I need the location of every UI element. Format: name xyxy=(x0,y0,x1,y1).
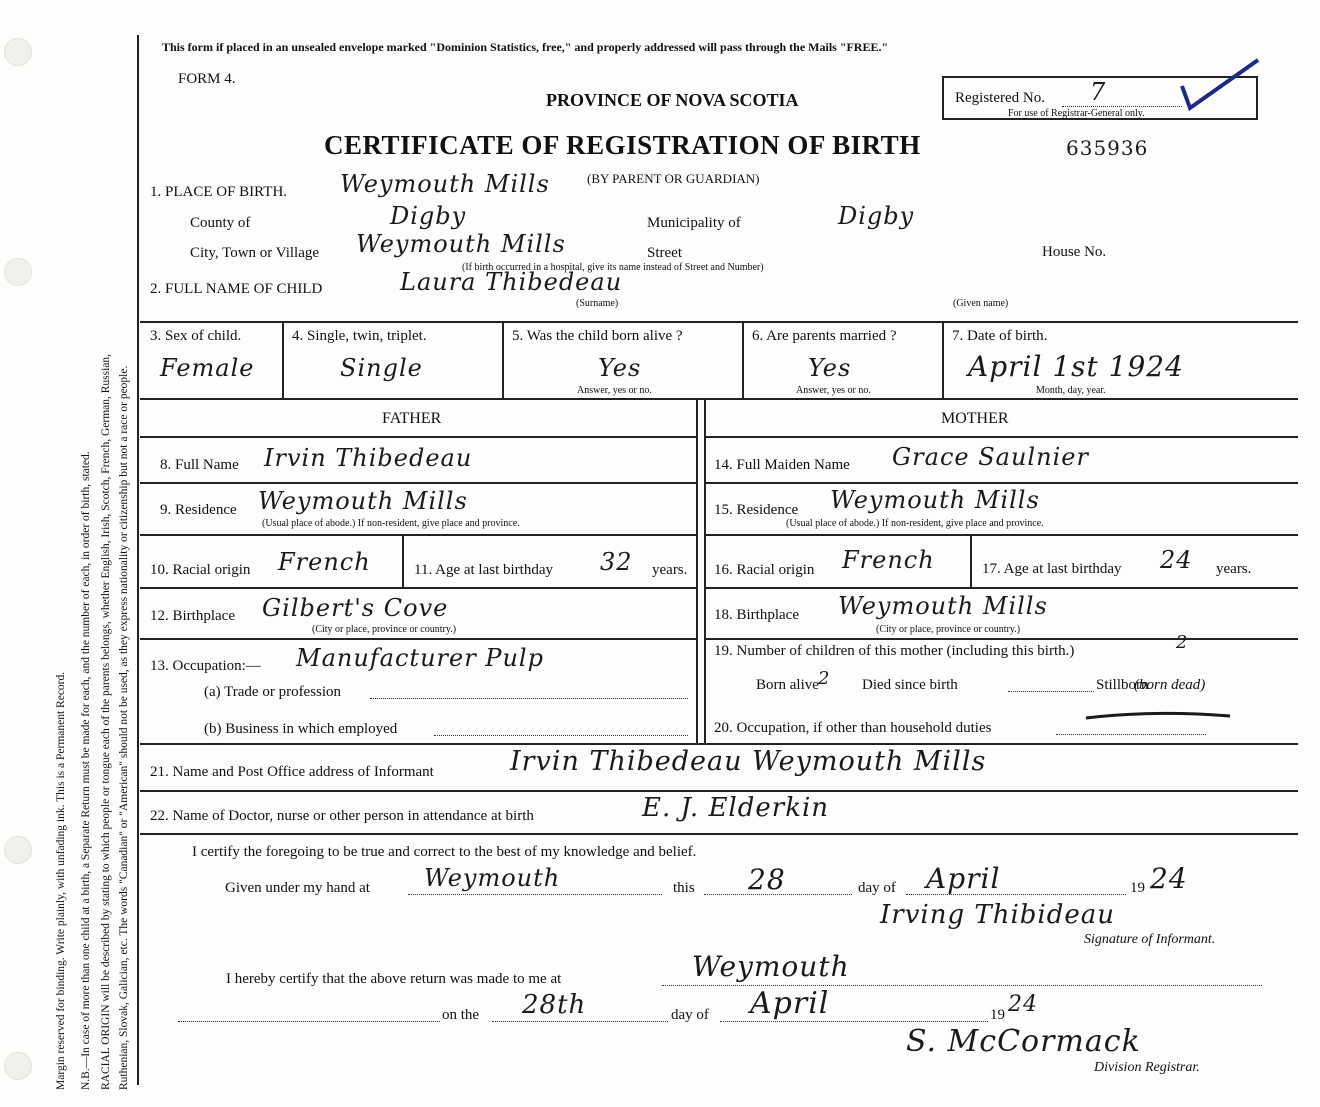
mother-heading: MOTHER xyxy=(941,410,1009,427)
father-residence-label: 9. Residence xyxy=(160,502,237,518)
mother-birthplace-label: 18. Birthplace xyxy=(714,607,799,623)
margin-racial-note-1: RACIAL ORIGIN will be described by stating to which people or tongue each of the parents belongs, whether English, Irish, Scotch, French, German, Russian, xyxy=(100,353,112,1090)
child-name-label: 2. FULL NAME OF CHILD xyxy=(150,281,323,297)
date-of-birth-note: Month, day, year. xyxy=(1036,385,1106,396)
given-place-value: Weymouth xyxy=(424,864,561,892)
subtitle: (BY PARENT OR GUARDIAN) xyxy=(587,171,760,186)
informant-value: Irvin Thibedeau Weymouth Mills xyxy=(510,746,987,777)
registrar-day-of-label: day of xyxy=(671,1007,709,1023)
father-birthplace-note: (City or place, province or country.) xyxy=(312,624,457,635)
plurality-label: 4. Single, twin, triplet. xyxy=(292,328,427,344)
informant-label: 21. Name and Post Office address of Informant xyxy=(150,764,434,780)
father-business-label: (b) Business in which employed xyxy=(204,721,398,737)
doctor-label: 22. Name of Doctor, nurse or other person in attendance at birth xyxy=(150,808,534,824)
place-of-birth-label: 1. PLACE OF BIRTH. xyxy=(150,184,288,200)
margin-binding-note: Margin reserved for binding. Write plainly, with unfading ink. This is a Permanent Record. xyxy=(55,671,67,1090)
mother-children-label: 19. Number of children of this mother (including this birth.) xyxy=(714,643,1075,659)
registrar-month-value: April xyxy=(750,986,830,1021)
given-day-value: 28 xyxy=(748,863,786,896)
mother-children-value: 2 xyxy=(1176,632,1189,653)
sex-label: 3. Sex of child. xyxy=(150,328,242,344)
form-number: FORM 4. xyxy=(178,71,236,87)
binding-hole xyxy=(4,1052,32,1080)
house-label: House No. xyxy=(1042,244,1107,260)
registrar-place-value: Weymouth xyxy=(692,950,850,983)
certify-statement: I certify the foregoing to be true and correct to the best of my knowledge and belief. xyxy=(192,844,697,860)
mother-age-label: 17. Age at last birthday xyxy=(982,561,1122,577)
registrar-caption: Division Registrar. xyxy=(1094,1060,1200,1075)
binding-hole xyxy=(4,258,32,286)
street-label: Street xyxy=(647,245,682,261)
municipality-label: Municipality of xyxy=(647,215,741,231)
stillborn-note: (born dead) xyxy=(1134,677,1206,693)
given-month-value: April xyxy=(926,862,1001,895)
mother-age-value: 24 xyxy=(1160,546,1193,574)
given-under-label: Given under my hand at xyxy=(225,880,370,896)
mail-notice: This form if placed in an unsealed envelope marked "Dominion Statistics, free," and properly addressed will pass through the Mails "FREE." xyxy=(162,40,889,54)
child-name-value: Laura Thibedeau xyxy=(400,268,623,296)
place-of-birth-value: Weymouth Mills xyxy=(340,170,550,198)
sex-value: Female xyxy=(160,354,255,382)
date-of-birth-label: 7. Date of birth. xyxy=(952,328,1048,344)
certificate-title: CERTIFICATE OF REGISTRATION OF BIRTH xyxy=(324,130,921,160)
margin-rule xyxy=(137,35,139,1085)
father-name-label: 8. Full Name xyxy=(160,457,239,473)
given-name-note: (Given name) xyxy=(953,298,1009,309)
registrar-year-prefix: 19 xyxy=(990,1007,1005,1023)
registered-label: Registered No. xyxy=(955,90,1045,106)
born-alive-label: 5. Was the child born alive ? xyxy=(512,328,683,344)
informant-signature-caption: Signature of Informant. xyxy=(1084,932,1216,947)
mother-residence-value: Weymouth Mills xyxy=(830,486,1040,514)
municipality-value: Digby xyxy=(838,202,915,230)
mother-residence-note: (Usual place of abode.) If non-resident, give place and province. xyxy=(786,518,1044,529)
parents-married-label: 6. Are parents married ? xyxy=(752,328,897,344)
father-occupation-label: 13. Occupation:— xyxy=(150,658,261,674)
born-alive-count-label: Born alive xyxy=(756,677,819,693)
mother-birthplace-note: (City or place, province or country.) xyxy=(876,624,1021,635)
mother-birthplace-value: Weymouth Mills xyxy=(838,592,1048,620)
father-age-label: 11. Age at last birthday xyxy=(414,562,553,578)
registrar-note: For use of Registrar-General only. xyxy=(1008,108,1145,119)
parents-married-value: Yes xyxy=(808,354,852,382)
given-year-prefix: 19 xyxy=(1130,880,1145,896)
county-label: County of xyxy=(190,215,251,231)
occupation-dash-mark xyxy=(1084,708,1234,724)
surname-note: (Surname) xyxy=(576,298,619,309)
father-age-value: 32 xyxy=(600,548,633,576)
parents-married-note: Answer, yes or no. xyxy=(796,385,871,396)
hospital-note: (If birth occurred in a hospital, give its name instead of Street and Number) xyxy=(462,262,764,273)
stillborn-label: Stillborn xyxy=(1096,677,1149,693)
mother-name-value: Grace Saulnier xyxy=(892,443,1089,471)
mother-years-label: years. xyxy=(1216,561,1252,577)
given-year-value: 24 xyxy=(1150,862,1188,895)
city-value: Weymouth Mills xyxy=(356,230,566,258)
binding-hole xyxy=(4,38,32,66)
father-birthplace-label: 12. Birthplace xyxy=(150,608,235,624)
father-racial-value: French xyxy=(278,548,371,576)
died-since-birth-label: Died since birth xyxy=(862,677,958,693)
mother-occupation-label: 20. Occupation, if other than household duties xyxy=(714,720,992,736)
doctor-value: E. J. Elderkin xyxy=(642,793,830,823)
registered-value: 7 xyxy=(1090,78,1107,106)
given-day-of-label: day of xyxy=(858,880,896,896)
father-name-value: Irvin Thibedeau xyxy=(264,444,473,472)
father-birthplace-value: Gilbert's Cove xyxy=(262,594,449,622)
father-residence-note: (Usual place of abode.) If non-resident, give place and province. xyxy=(262,518,520,529)
check-mark-icon xyxy=(1178,56,1262,112)
serial-number: 635936 xyxy=(1066,136,1149,160)
mother-racial-label: 16. Racial origin xyxy=(714,562,815,578)
father-racial-label: 10. Racial origin xyxy=(150,562,251,578)
father-occupation-value: Manufacturer Pulp xyxy=(296,644,544,672)
margin-racial-note-2: Ruthenian, Slovak, Galician, etc. The words "Canadian" or "American" should not be used, as they express nationality or citizenship but not a race or people. xyxy=(118,365,130,1090)
father-trade-label: (a) Trade or profession xyxy=(204,684,342,700)
mother-name-label: 14. Full Maiden Name xyxy=(714,457,850,473)
registrar-day-value: 28th xyxy=(522,990,587,1020)
registrar-year-value: 24 xyxy=(1008,992,1038,1017)
informant-signature: Irving Thibideau xyxy=(880,900,1115,930)
born-alive-note: Answer, yes or no. xyxy=(577,385,652,396)
born-alive-count-value: 2 xyxy=(818,668,831,689)
registrar-on-the-label: on the xyxy=(442,1007,480,1023)
registrar-statement: I hereby certify that the above return was made to me at xyxy=(226,971,562,987)
date-of-birth-value: April 1st 1924 xyxy=(968,350,1184,383)
mother-racial-value: French xyxy=(842,546,935,574)
father-years-label: years. xyxy=(652,562,688,578)
margin-nb-note: N.B.—In case of more than one child at a birth, a Separate Return must be made for each, and the number of each, in order of birth, stated. xyxy=(80,451,92,1090)
city-label: City, Town or Village xyxy=(190,245,320,261)
county-value: Digby xyxy=(390,202,467,230)
registrar-signature: S. McCormack xyxy=(906,1024,1141,1059)
this-label: this xyxy=(673,880,695,896)
province-heading: PROVINCE OF NOVA SCOTIA xyxy=(546,90,799,110)
father-residence-value: Weymouth Mills xyxy=(258,487,468,515)
mother-residence-label: 15. Residence xyxy=(714,502,799,518)
plurality-value: Single xyxy=(340,354,423,382)
father-heading: FATHER xyxy=(382,410,442,427)
born-alive-value: Yes xyxy=(598,354,642,382)
binding-hole xyxy=(4,836,32,864)
